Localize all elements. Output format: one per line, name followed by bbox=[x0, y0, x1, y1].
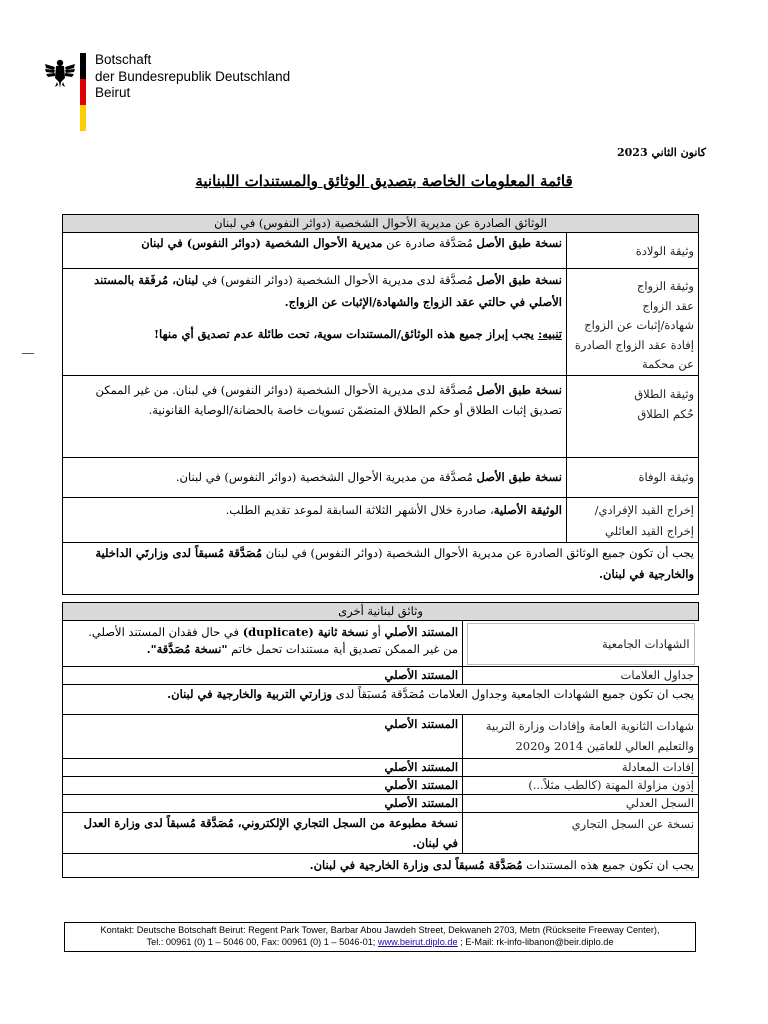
note-bold: مُصَدَّقة مُسبقاً لدى وزارتَي الداخلية والخارجية في لبنان. bbox=[95, 545, 694, 581]
warning-paragraph bbox=[67, 323, 562, 345]
contact-address: Kontakt: Deutsche Botschaft Beirut: Regent Park Tower, Barbar Abou Jawdeh Street, Dekwaneh 2703, Metn (Rückseite Freeway Center), bbox=[100, 925, 660, 935]
flag-red-stripe bbox=[80, 79, 86, 105]
req-line bbox=[67, 624, 458, 641]
req-bold: نسخة طبق الأصل bbox=[476, 236, 562, 250]
req-bold: نسخة ثانية (duplicate) bbox=[242, 625, 369, 639]
table-row bbox=[63, 777, 699, 795]
doc-type-cell: وثيقة الوفاة bbox=[567, 457, 699, 497]
note-text: يجب ان تكون جميع هذه المستندات bbox=[522, 858, 695, 872]
contact-phone-line bbox=[65, 937, 695, 949]
doc-type-cell: إذون مزاولة المهنة (كالطب مثلاً...) bbox=[463, 777, 699, 795]
requirement-cell: المستند الأصلي bbox=[63, 715, 463, 759]
embassy-line-3: Beirut bbox=[95, 85, 131, 100]
table-header: وثائق لبنانية أخرى bbox=[63, 603, 699, 621]
doc-type-cell: وثيقة الولادة bbox=[567, 233, 699, 269]
flag-black-stripe bbox=[80, 53, 86, 79]
contact-email: ; E-Mail: rk-info-libanon@beir.diplo.de bbox=[457, 936, 614, 947]
requirement-cell bbox=[63, 621, 463, 667]
warning-label: تنبيه: bbox=[537, 327, 562, 341]
civil-status-documents-table bbox=[62, 214, 699, 595]
doc-type-cell: إفادات المعادلة bbox=[463, 759, 699, 777]
table-header: الوثائق الصادرة عن مديرية الأحوال الشخصية (دوائر النفوس) في لبنان bbox=[63, 215, 699, 233]
doc-type-cell: شهادات الثانوية العامة وإفادات وزارة التربية والتعليم العالي للعامَين 2014 و2020 bbox=[463, 715, 699, 759]
requirement-cell bbox=[63, 497, 567, 542]
german-flag-stripe bbox=[80, 53, 86, 131]
doc-type-cell: إخراج القيد الإفرادي/إخراج القيد العائلي bbox=[567, 497, 699, 542]
doc-type-cell: جداول العلامات bbox=[463, 667, 699, 685]
requirement-cell: المستند الأصلي bbox=[63, 795, 463, 813]
doc-type-line: إفادة عقد الزواج الصادرة عن محكمة bbox=[574, 337, 694, 371]
contact-phone-fax: Tel.: 00961 (0) 1 – 5046 00, Fax: 00961 (0) 1 – 5046-01; bbox=[146, 936, 378, 947]
req-bold: نسخة طبق الأصل bbox=[476, 470, 562, 484]
table-row bbox=[63, 795, 699, 813]
table-row bbox=[63, 269, 699, 376]
table-row bbox=[63, 759, 699, 777]
contact-footer bbox=[64, 922, 696, 952]
table-row bbox=[63, 813, 699, 854]
flag-gold-stripe bbox=[80, 105, 86, 131]
doc-type-cell bbox=[463, 621, 699, 667]
table-row bbox=[63, 667, 699, 685]
req-text: من غير الممكن تصديق أية مستندات تحمل خاتم bbox=[227, 642, 459, 656]
req-paragraph bbox=[67, 269, 562, 313]
req-text: مُصَدَّقة صادرة عن bbox=[382, 236, 477, 250]
document-date: كانون الثاني 2023 bbox=[616, 146, 706, 159]
req-text: في حال فقدان المستند الأصلي. bbox=[88, 625, 243, 639]
embassy-line-1: Botschaft bbox=[95, 52, 152, 67]
doc-type-cell bbox=[567, 375, 699, 457]
requirement-cell: المستند الأصلي bbox=[63, 777, 463, 795]
req-bold: لبنان، مُرفَقة بالمستند الأصلي في حالتي عقد الزواج والشهادة/الإثبات عن الزواج. bbox=[94, 273, 562, 309]
website-link[interactable]: www.beirut.diplo.de bbox=[377, 936, 458, 947]
note-cell bbox=[63, 685, 699, 715]
doc-type-cell: نسخة عن السجل التجاري bbox=[463, 813, 699, 854]
document-title: قائمة المعلومات الخاصة بتصديق الوثائق والمستندات اللبنانية bbox=[195, 172, 573, 190]
embassy-name bbox=[95, 52, 290, 102]
requirement-cell: المستند الأصلي bbox=[63, 667, 463, 685]
table-row bbox=[63, 233, 699, 269]
req-bold: نسخة طبق الأصل bbox=[476, 273, 562, 287]
other-lebanese-documents-table bbox=[62, 602, 699, 878]
doc-type-line: حُكم الطلاق bbox=[637, 406, 694, 421]
doc-type-line: عقد الزواج bbox=[642, 298, 694, 313]
table-row bbox=[63, 497, 699, 542]
note-text: يجب ان تكون جميع الشهادات الجامعية وجداول العلامات مُصَدَّقة مُسبَقاً لدى bbox=[332, 687, 695, 701]
doc-type-box: الشهادات الجامعية bbox=[467, 623, 695, 665]
req-bold: مديرية الأحوال الشخصية (دوائر النفوس) في لبنان bbox=[141, 236, 383, 250]
margin-mark bbox=[22, 353, 34, 354]
req-text: أو bbox=[368, 625, 385, 639]
req-text: ، صادرة خلال الأشهر الثلاثة السابقة لموعد تقديم الطلب. bbox=[225, 502, 494, 517]
doc-type-line: وثيقة الطلاق bbox=[634, 386, 694, 401]
note-bold: مُصَدَّقة مُسبقاً لدى وزارة الخارجية في لبنان. bbox=[309, 858, 523, 872]
note-bold: وزارتي التربية والخارجية في لبنان. bbox=[167, 687, 333, 701]
requirement-cell bbox=[63, 457, 567, 497]
doc-type-line: وثيقة الزواج bbox=[636, 279, 694, 293]
requirement-cell: المستند الأصلي bbox=[63, 759, 463, 777]
req-text: مُصدَّقة من مديرية الأحوال الشخصية (دوائر النفوس) في لبنان. bbox=[175, 470, 477, 484]
requirement-cell bbox=[63, 269, 567, 376]
doc-type-cell: السجل العدلي bbox=[463, 795, 699, 813]
req-line bbox=[67, 641, 458, 658]
warning-text: يجب إبراز جميع هذه الوثائق/المستندات سوية، تحت طائلة عدم تصديق أي منها! bbox=[154, 327, 538, 341]
footer-note bbox=[63, 542, 699, 594]
federal-eagle-icon bbox=[44, 58, 76, 88]
table-note-row bbox=[63, 854, 699, 878]
req-bold: "نسخة مُصَدَّقة". bbox=[146, 642, 228, 656]
table-row bbox=[63, 621, 699, 667]
table-footer-row bbox=[63, 542, 699, 594]
table-row bbox=[63, 457, 699, 497]
req-bold: نسخة طبق الأصل bbox=[476, 382, 562, 397]
note-text: يجب أن تكون جميع الوثائق الصادرة عن مديرية الأحوال الشخصية (دوائر النفوس) في لبنان bbox=[262, 545, 694, 560]
table-row bbox=[63, 375, 699, 457]
table-row bbox=[63, 715, 699, 759]
table-note-row bbox=[63, 685, 699, 715]
req-text: مُصدَّقة لدى مديرية الأحوال الشخصية (دوائر النفوس) في bbox=[198, 273, 477, 287]
doc-type-line: شهادة/إثبات عن الزواج bbox=[584, 318, 694, 332]
req-bold: المستند الأصلي bbox=[384, 625, 459, 639]
requirement-cell bbox=[63, 375, 567, 457]
requirement-cell bbox=[63, 233, 567, 269]
note-cell bbox=[63, 854, 699, 878]
req-text: مُصدَّقة لدى مديرية الأحوال الشخصية (دوائر النفوس) في لبنان. من غير الممكن تصديق إثبات الطلاق أو حكم الطلاق المتضمّن تسويات خاصة بالحضانة/الوصاية القانونية. bbox=[95, 382, 562, 417]
requirement-cell: نسخة مطبوعة من السجل التجاري الإلكتروني، مُصَدَّقة مُسبقاً لدى وزارة العدل في لبنان. bbox=[63, 813, 463, 854]
doc-type-cell bbox=[567, 269, 699, 376]
req-bold: الوثيقة الأصلية bbox=[493, 502, 562, 517]
embassy-line-2: der Bundesrepublik Deutschland bbox=[95, 68, 291, 84]
